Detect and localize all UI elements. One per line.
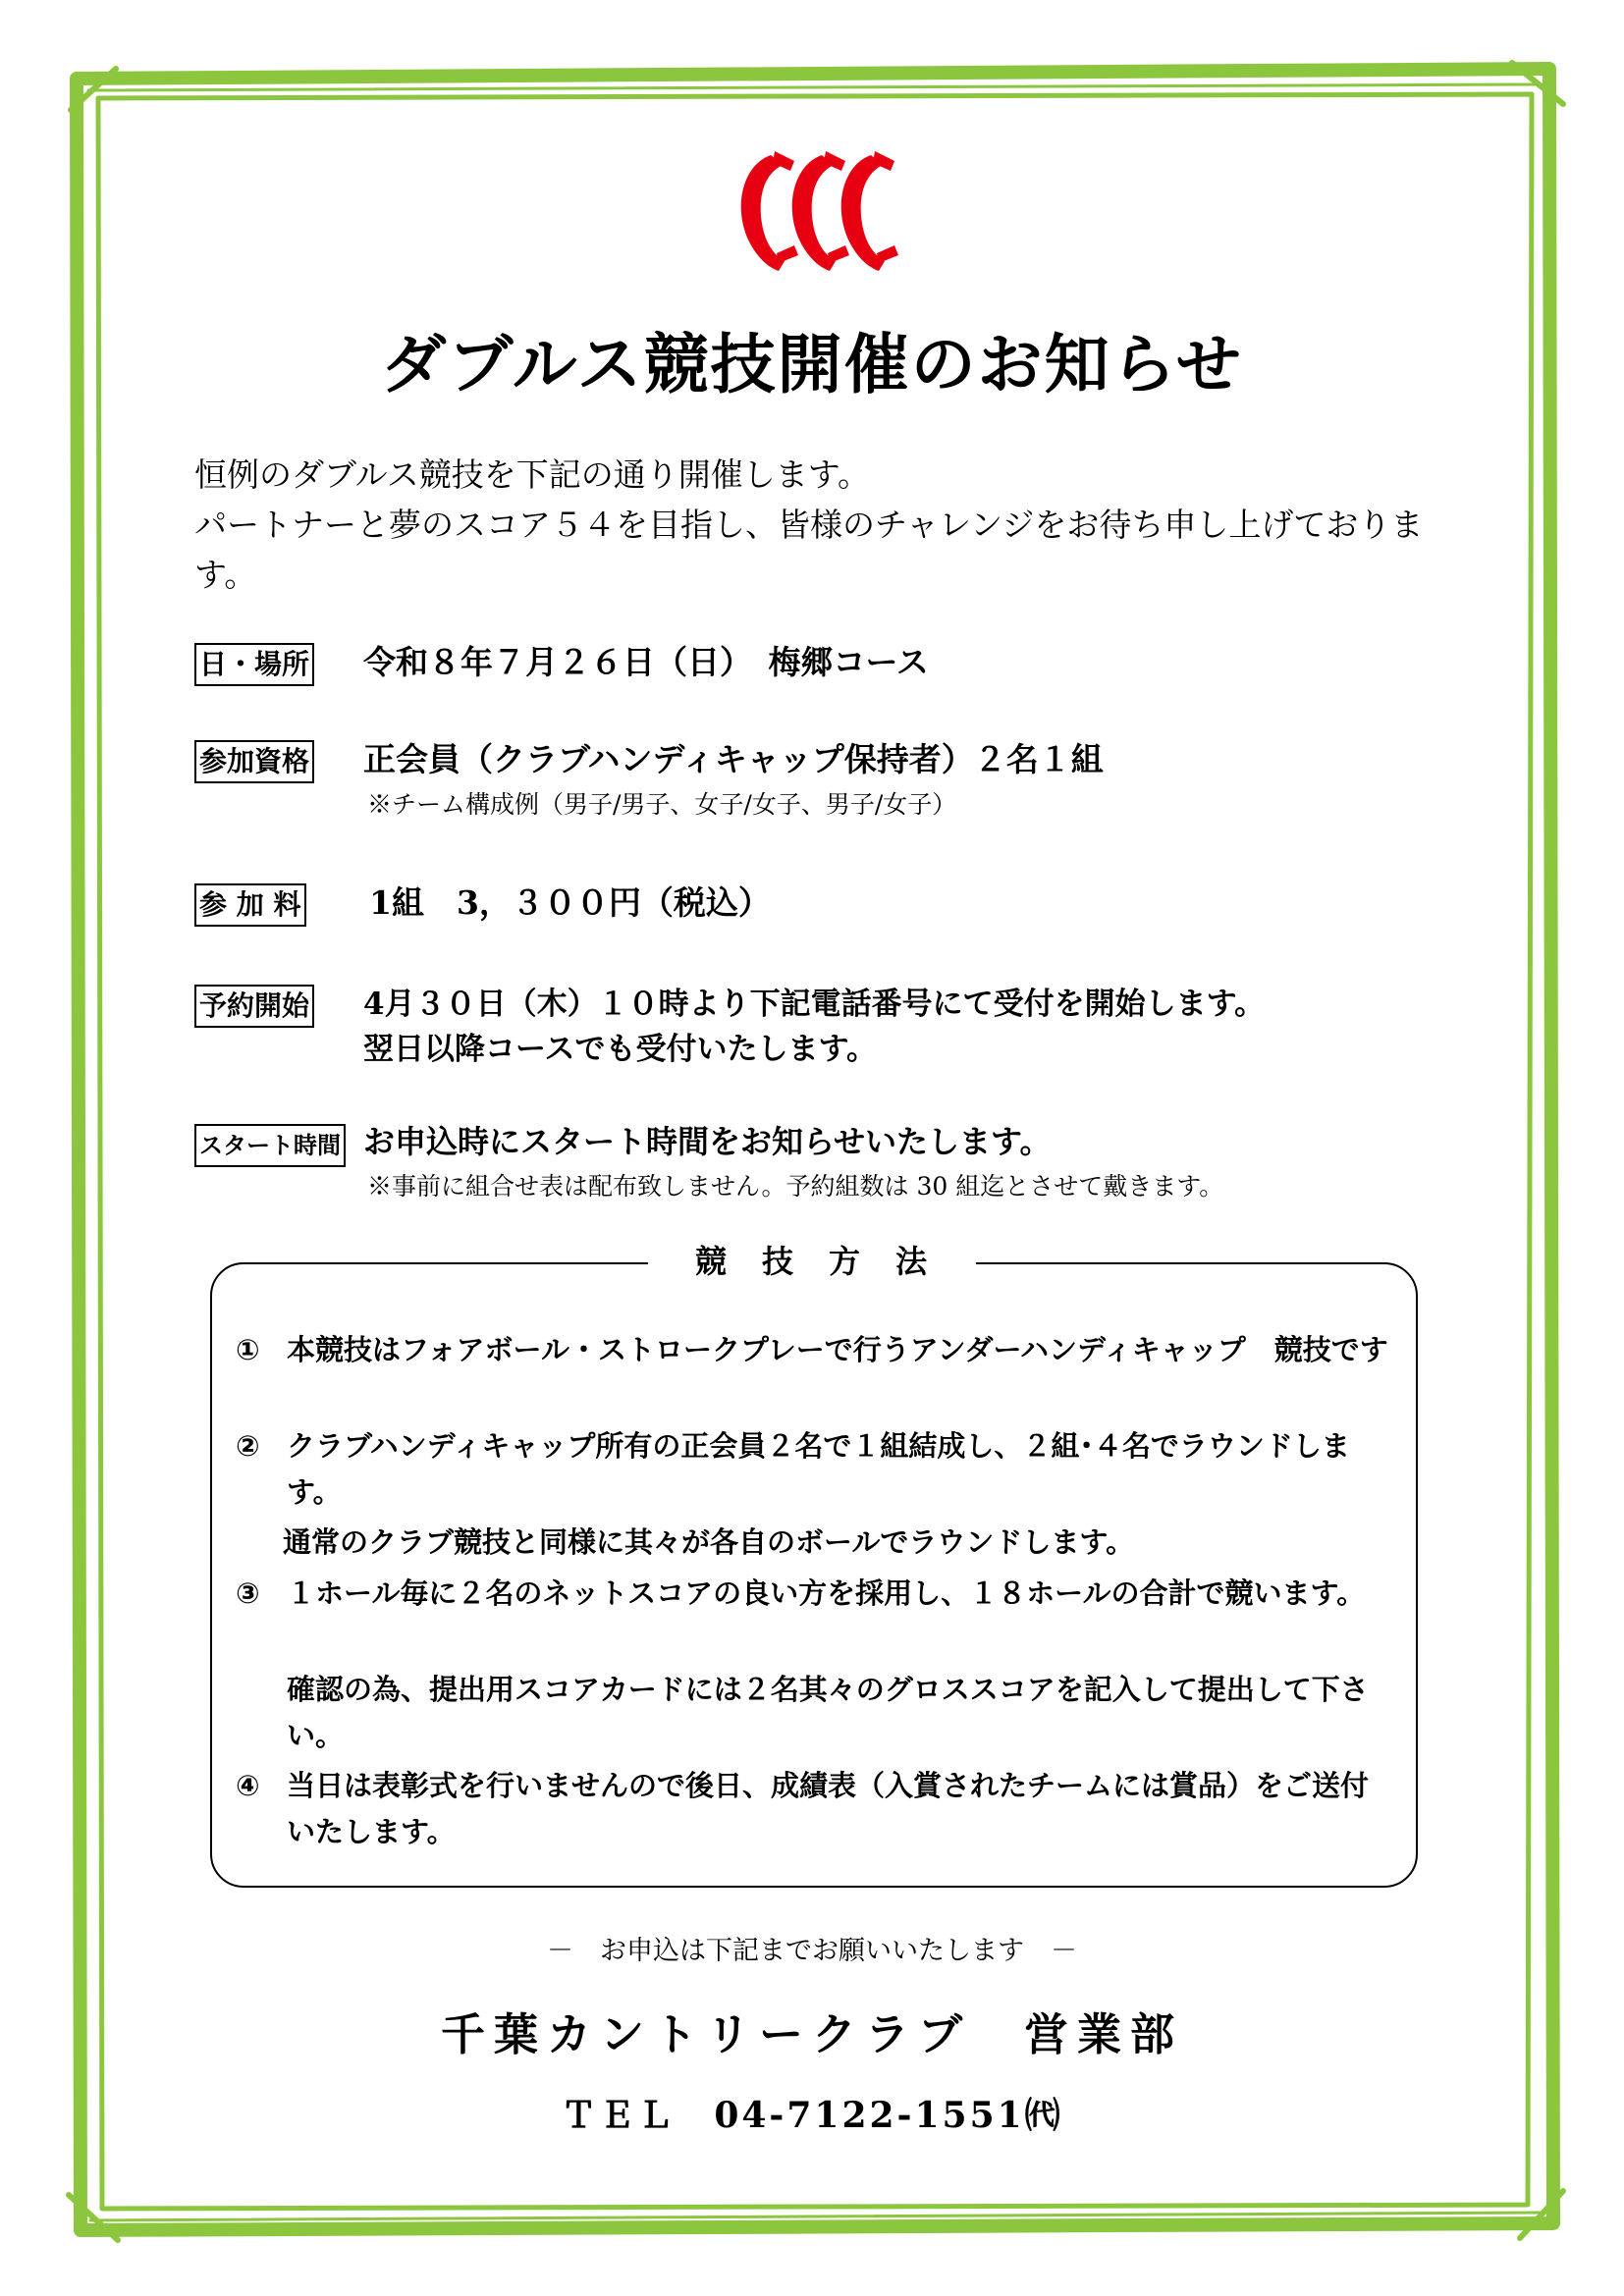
rule-item-4 (236, 1763, 1404, 1848)
rule-text-4: 当日は表彰式を行いませんので後日、成績表（入賞されたチームには賞品）をご送付いたします。 (287, 1769, 1370, 1848)
detail-label-fee: 参 加 料 (194, 883, 306, 927)
rule-number-3: ③ (236, 1576, 260, 1610)
rule-item-1 (236, 1327, 1404, 1373)
page-title: ダブルス競技開催のお知らせ (381, 327, 1243, 402)
detail-value-reservation-1: 4月３０日（木）１０時より下記電話番号にて受付を開始します。 (363, 987, 1266, 1022)
rule-number-1: ① (236, 1333, 260, 1366)
rule-extra-2: 通常のクラブ競技と同様に其々が各自のボールでラウンドします。 (283, 1525, 1135, 1559)
rules-title: 競 技 方 法 (648, 1239, 976, 1284)
rule-item-3 (236, 1571, 1404, 1617)
detail-label-date-place: 日・場所 (194, 643, 314, 686)
detail-value-reservation-2: 翌日以降コースでも受付いたします。 (363, 1032, 877, 1067)
rule-number-4: ④ (236, 1769, 260, 1802)
rule-text-3: １ホール毎に２名のネットスコアの良い方を採用し、１８ホールの合計で競います。 (287, 1576, 1366, 1610)
rule-text-2: クラブハンディキャップ所有の正会員２名で１組結成し、２組･４名でラウンドします。 (287, 1429, 1350, 1509)
rule-item-2 (236, 1423, 1404, 1509)
intro-text (194, 450, 1441, 600)
detail-label-start-time: スタート時間 (194, 1124, 346, 1167)
detail-label-reservation: 予約開始 (194, 985, 314, 1028)
intro-line-1: 恒例のダブルス競技を下記の通り開催します。 (194, 455, 871, 494)
detail-value-fee: 1組 3，３００円（税込） (369, 883, 771, 922)
detail-value-start-time: お申込時にスタート時間をお知らせいたします。 (363, 1123, 1052, 1160)
ccc-club-logo (731, 147, 898, 275)
logo-text: CCC (731, 147, 734, 148)
detail-note-eligibility: ※チーム構成例（男子/男子、女子/女子、男子/女子） (367, 790, 957, 819)
rule-text-1: 本競技はフォアボール・ストロークプレーで行うアンダーハンディキャップ 競技です (287, 1333, 1388, 1366)
detail-value-date-place: 令和８年７月２６日（日） 梅郷コース (363, 643, 929, 681)
detail-label-eligibility: 参加資格 (194, 740, 314, 783)
detail-note-start-time: ※事前に組合せ表は配布致しません。予約組数は 30 組迄とさせて戴きます。 (367, 1172, 1224, 1201)
phone-number: ＴＥＬ 04-7122-1551㈹ (561, 2095, 1063, 2136)
detail-value-eligibility: 正会員（クラブハンディキャップ保持者）２名１組 (363, 740, 1104, 778)
intro-line-2: パートナーと夢のスコア５４を目指し、皆様のチャレンジをお待ち申し上げております。 (194, 506, 1424, 594)
rule-number-2: ② (236, 1429, 260, 1463)
organization-name: 千葉カントリークラブ 営業部 (440, 2008, 1183, 2060)
rule-extra-3: 確認の為、提出用スコアカードには２名其々のグロススコアを記入して提出して下さい。 (287, 1673, 1369, 1752)
contact-note: － お申込は下記までお願いいたします － (547, 1936, 1077, 1966)
